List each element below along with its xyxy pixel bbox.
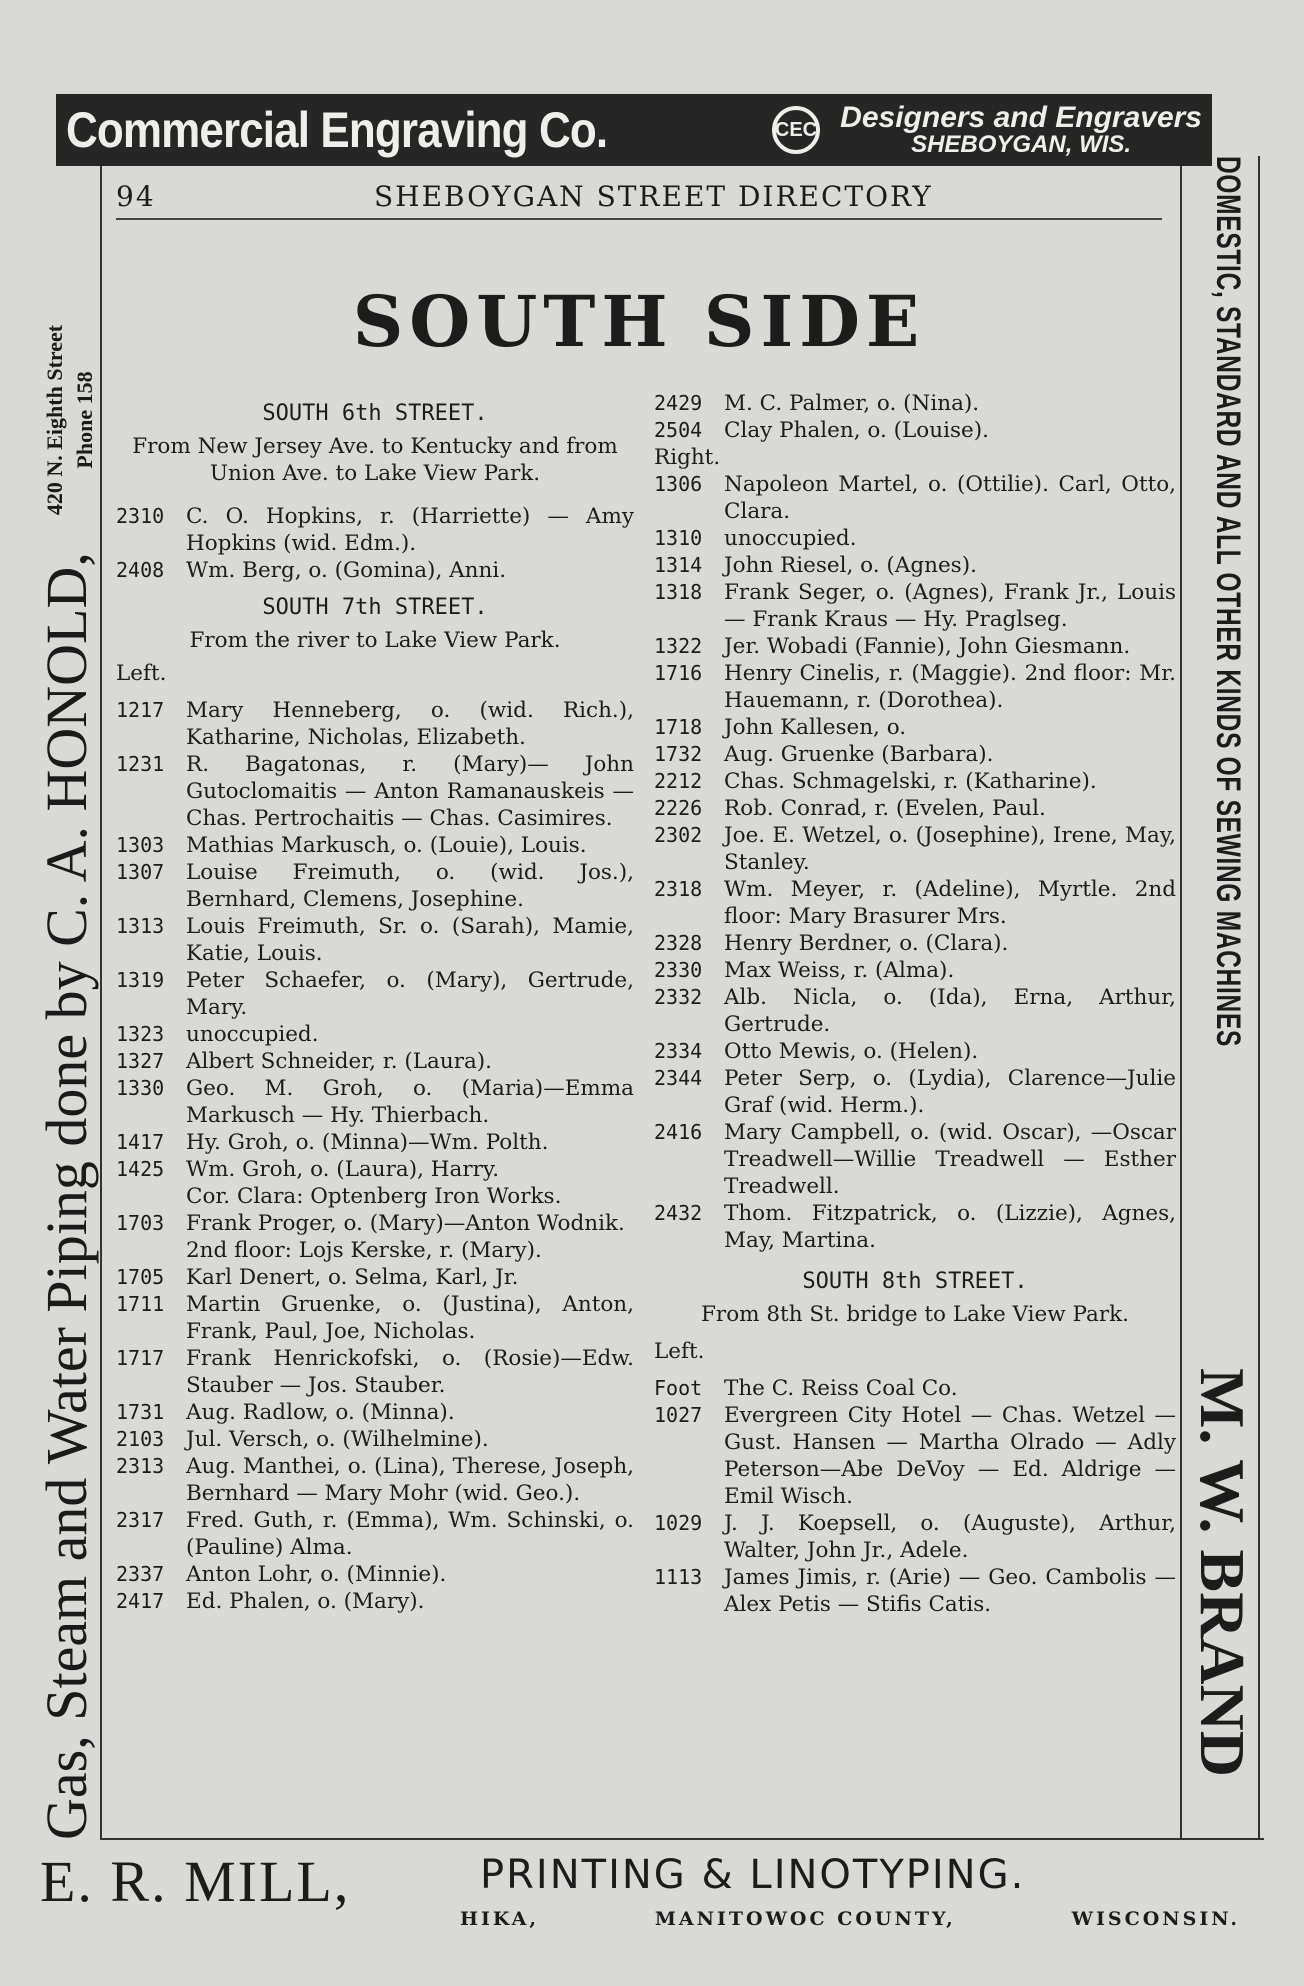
directory-entry	[654, 552, 1176, 579]
directory-entry	[116, 1075, 634, 1129]
resident-text: Frank Proger, o. (Mary)—Anton Wodnik.	[186, 1211, 625, 1236]
house-number: 2416	[654, 1120, 703, 1144]
running-header	[116, 176, 1176, 212]
directory-entry	[116, 557, 634, 584]
directory-entry	[116, 1453, 634, 1507]
directory-entry	[116, 751, 634, 832]
resident-text: Wm. Meyer, r. (Adeline), Myrtle. 2nd floor: Mary Brasurer Mrs.	[724, 877, 1176, 929]
printer-town: HIKA,	[460, 1908, 539, 1930]
house-number: 1732	[654, 742, 703, 766]
resident-text: James Jimis, r. (Arie) — Geo. Cambolis — Alex Petis — Stifis Catis.	[724, 1565, 1176, 1617]
printer-name: E. R. MILL,	[40, 1849, 351, 1914]
resident-text: Peter Schaefer, o. (Mary), Gertrude, Mary.	[186, 968, 634, 1020]
resident-text: Louis Freimuth, Sr. o. (Sarah), Mamie, Katie, Louis.	[186, 914, 634, 966]
street-extent-note: From New Jersey Ave. to Kentucky and from Union Ave. to Lake View Park.	[132, 434, 618, 486]
house-number: 1716	[654, 661, 703, 685]
directory-title: SHEBOYGAN STREET DIRECTORY	[374, 180, 933, 213]
resident-text: Karl Denert, o. Selma, Karl, Jr.	[186, 1265, 519, 1290]
house-number: 1310	[654, 526, 703, 550]
directory-entry	[116, 832, 634, 859]
resident-text: Evergreen City Hotel — Chas. Wetzel — Gust. Hansen — Martha Olrado — Adly Peterson—Abe DeVoy — Ed. Aldrige — Emil Wisch.	[724, 1403, 1176, 1509]
printing-bottom-ad	[40, 1848, 1270, 1958]
directory-entry	[654, 660, 1176, 714]
sewing-machine-ad-text	[1198, 156, 1258, 1276]
resident-text: Alb. Nicla, o. (Ida), Erna, Arthur, Gertrude.	[724, 985, 1176, 1037]
directory-entry	[116, 1237, 634, 1264]
bottom-rule	[100, 1838, 1264, 1840]
resident-text: Mathias Markusch, o. (Louie), Louis.	[186, 833, 587, 858]
banner-tagline-line2: SHEBOYGAN, WIS.	[911, 131, 1132, 158]
banner-company-name: Commercial Engraving Co.	[66, 102, 608, 158]
directory-entry	[116, 967, 634, 1021]
house-number: 2408	[116, 558, 165, 582]
resident-text: Cor. Clara: Optenberg Iron Works.	[186, 1184, 562, 1209]
resident-text: Frank Seger, o. (Agnes), Frank Jr., Louis — Frank Kraus — Hy. Praglseg.	[724, 580, 1176, 632]
plumbing-ad-address: 420 N. Eighth Street	[42, 324, 67, 516]
directory-entry	[116, 1210, 634, 1237]
resident-text: Otto Mewis, o. (Helen).	[724, 1039, 979, 1064]
directory-entry	[654, 1402, 1176, 1510]
banner-tagline	[840, 103, 1202, 157]
house-number: 1314	[654, 553, 703, 577]
house-number: 1231	[116, 752, 165, 776]
directory-entry	[116, 1264, 634, 1291]
directory-entry	[654, 930, 1176, 957]
resident-text: unoccupied.	[724, 526, 857, 551]
directory-entry	[654, 390, 1176, 417]
directory-entry	[654, 525, 1176, 552]
directory-entry	[116, 1129, 634, 1156]
section-title: SOUTH SIDE	[352, 280, 926, 363]
directory-entry	[654, 1375, 1176, 1402]
header-divider	[116, 218, 1162, 220]
resident-text: Mary Campbell, o. (wid. Oscar), —Oscar Treadwell—Willie Treadwell — Esther Treadwell.	[724, 1120, 1176, 1199]
house-number: 1303	[116, 833, 165, 857]
south-7th-right-entries	[654, 471, 1176, 1254]
street-heading-south-8th: SOUTH 8th STREET.	[802, 1269, 1028, 1294]
resident-text: Henry Berdner, o. (Clara).	[724, 931, 1009, 956]
house-number: 2334	[654, 1039, 703, 1063]
printer-state: WISCONSIN.	[1071, 1908, 1240, 1930]
house-number: 2103	[116, 1427, 165, 1451]
resident-text: Max Weiss, r. (Alma).	[724, 958, 955, 983]
resident-text: Rob. Conrad, r. (Evelen, Paul.	[724, 796, 1046, 821]
house-number: 1425	[116, 1157, 165, 1181]
directory-entry	[654, 1510, 1176, 1564]
house-number: 1323	[116, 1022, 165, 1046]
house-number: Foot	[654, 1376, 703, 1400]
house-number: 2302	[654, 823, 703, 847]
resident-text: J. J. Koepsell, o. (Auguste), Arthur, Walter, John Jr., Adele.	[724, 1511, 1176, 1563]
directory-entry	[654, 741, 1176, 768]
house-number: 2328	[654, 931, 703, 955]
plumbing-ad-text: Gas, Steam and Water Piping done by C. A. HONOLD,	[34, 552, 99, 1840]
house-number: 2429	[654, 391, 703, 415]
house-number: 2504	[654, 418, 703, 442]
directory-entry	[654, 471, 1176, 525]
resident-text: Aug. Manthei, o. (Lina), Therese, Joseph, Bernhard — Mary Mohr (wid. Geo.).	[186, 1454, 634, 1506]
directory-entry	[654, 822, 1176, 876]
resident-text: Chas. Schmagelski, r. (Katharine).	[724, 769, 1097, 794]
directory-entry	[116, 697, 634, 751]
house-number: 1705	[116, 1265, 165, 1289]
house-number: 2226	[654, 796, 703, 820]
directory-entry	[116, 913, 634, 967]
directory-entry	[116, 1048, 634, 1075]
house-number	[116, 1237, 186, 1264]
directory-entry	[654, 714, 1176, 741]
side-label-left: Left.	[116, 661, 167, 686]
house-number: 1322	[654, 634, 703, 658]
directory-entry	[116, 1021, 634, 1048]
resident-text: Anton Lohr, o. (Minnie).	[186, 1562, 447, 1587]
street-heading-south-7th: SOUTH 7th STREET.	[262, 595, 488, 620]
house-number: 2330	[654, 958, 703, 982]
right-margin-ad	[1182, 156, 1266, 1836]
resident-text: John Riesel, o. (Agnes).	[724, 553, 977, 578]
house-number: 1327	[116, 1049, 165, 1073]
resident-text: Peter Serp, o. (Lydia), Clarence—Julie Graf (wid. Herm.).	[724, 1066, 1176, 1118]
resident-text: Joe. E. Wetzel, o. (Josephine), Irene, May, Stanley.	[724, 823, 1176, 875]
resident-text: Mary Henneberg, o. (wid. Rich.), Katharine, Nicholas, Elizabeth.	[186, 698, 634, 750]
resident-text: R. Bagatonas, r. (Mary)— John Gutoclomaitis — Anton Ramanauskeis — Chas. Pertrochaitis — Chas. Casimires.	[186, 752, 634, 831]
house-number: 1029	[654, 1511, 703, 1535]
house-number: 1307	[116, 860, 165, 884]
engraving-banner-ad	[56, 94, 1212, 166]
directory-entry	[116, 1588, 634, 1615]
house-number: 1318	[654, 580, 703, 604]
directory-entry	[116, 859, 634, 913]
resident-text: Geo. M. Groh, o. (Maria)—Emma Markusch — Hy. Thierbach.	[186, 1076, 634, 1128]
resident-text: Clay Phalen, o. (Louise).	[724, 418, 989, 443]
directory-entry	[654, 1200, 1176, 1254]
resident-text: Aug. Radlow, o. (Minna).	[186, 1400, 455, 1425]
sewing-machine-ad-label: DOMESTIC, STANDARD AND ALL OTHER KINDS OF SEWING MACHINES	[1209, 156, 1247, 1048]
house-number: 2317	[116, 1508, 165, 1532]
resident-text: Martin Gruenke, o. (Justina), Anton, Frank, Paul, Joe, Nicholas.	[186, 1292, 634, 1344]
right-rule	[1258, 156, 1260, 1840]
resident-text: unoccupied.	[186, 1022, 319, 1047]
directory-entry	[116, 503, 634, 557]
street-extent-note: From the river to Lake View Park.	[189, 628, 561, 653]
resident-text: Jul. Versch, o. (Wilhelmine).	[186, 1427, 489, 1452]
resident-text: Aug. Gruenke (Barbara).	[724, 742, 994, 767]
sewing-machine-ad-name: M. W. BRAND	[1187, 1368, 1258, 1777]
banner-tagline-line1: Designers and Engravers	[840, 101, 1202, 134]
house-number: 1027	[654, 1403, 703, 1427]
house-number: 1731	[116, 1400, 165, 1424]
left-column	[116, 390, 634, 1615]
resident-text: Ed. Phalen, o. (Mary).	[186, 1589, 425, 1614]
resident-text: Louise Freimuth, o. (wid. Jos.), Bernhard, Clemens, Josephine.	[186, 860, 634, 912]
directory-entry	[116, 1156, 634, 1183]
house-number: 2417	[116, 1589, 165, 1613]
printer-county: MANITOWOC COUNTY,	[654, 1908, 956, 1930]
resident-text: Henry Cinelis, r. (Maggie). 2nd floor: Mr. Hauemann, r. (Dorothea).	[724, 661, 1176, 713]
resident-text: Wm. Berg, o. (Gomina), Anni.	[186, 558, 507, 583]
directory-entry	[654, 633, 1176, 660]
street-heading-south-6th: SOUTH 6th STREET.	[262, 401, 488, 426]
house-number: 1113	[654, 1565, 703, 1589]
plumbing-ad-phone: Phone 158	[72, 371, 97, 469]
resident-text: Fred. Guth, r. (Emma), Wm. Schinski, o. (Pauline) Alma.	[186, 1508, 634, 1560]
left-margin-ad	[26, 180, 100, 1840]
resident-text: Thom. Fitzpatrick, o. (Lizzie), Agnes, May, Martina.	[724, 1201, 1176, 1253]
side-label-right: Right.	[654, 445, 721, 470]
south-8th-entries	[654, 1375, 1176, 1618]
directory-entry	[116, 1426, 634, 1453]
house-number: 1417	[116, 1130, 165, 1154]
resident-text: Frank Henrickofski, o. (Rosie)—Edw. Stauber — Jos. Stauber.	[186, 1346, 634, 1398]
engraving-logo-icon: CEC	[772, 106, 820, 154]
directory-entry	[654, 579, 1176, 633]
house-number: 2212	[654, 769, 703, 793]
resident-text: The C. Reiss Coal Co.	[724, 1376, 958, 1401]
directory-entry	[654, 984, 1176, 1038]
south-7th-entries	[116, 697, 634, 1615]
directory-entry	[654, 768, 1176, 795]
house-number: 1306	[654, 472, 703, 496]
street-extent-note: From 8th St. bridge to Lake View Park.	[701, 1302, 1129, 1327]
house-number: 1319	[116, 968, 165, 992]
house-number: 1703	[116, 1211, 165, 1235]
house-number: 1330	[116, 1076, 165, 1100]
house-number: 2313	[116, 1454, 165, 1478]
directory-entry	[116, 1183, 634, 1210]
directory-entry	[654, 957, 1176, 984]
resident-text: Albert Schneider, r. (Laura).	[186, 1049, 493, 1074]
house-number: 2344	[654, 1066, 703, 1090]
directory-entry	[654, 1065, 1176, 1119]
resident-text: 2nd floor: Lojs Kerske, r. (Mary).	[186, 1238, 542, 1263]
house-number: 1313	[116, 914, 165, 938]
directory-entry	[116, 1507, 634, 1561]
house-number: 2332	[654, 985, 703, 1009]
directory-entry	[116, 1399, 634, 1426]
resident-text: Napoleon Martel, o. (Ottilie). Carl, Otto, Clara.	[724, 472, 1176, 524]
right-column	[654, 390, 1176, 1618]
house-number: 2318	[654, 877, 703, 901]
directory-entry	[654, 795, 1176, 822]
house-number: 1718	[654, 715, 703, 739]
directory-entry	[654, 1564, 1176, 1618]
house-number: 1717	[116, 1346, 165, 1370]
house-number: 1217	[116, 698, 165, 722]
house-number: 1711	[116, 1292, 165, 1316]
south-6th-entries	[116, 503, 634, 584]
resident-text: M. C. Palmer, o. (Nina).	[724, 391, 980, 416]
printer-location	[460, 1908, 1240, 1930]
directory-entry	[654, 417, 1176, 444]
directory-entry	[654, 1038, 1176, 1065]
directory-entry	[116, 1291, 634, 1345]
printer-service: PRINTING & LINOTYPING.	[480, 1852, 1026, 1898]
house-number: 2432	[654, 1201, 703, 1225]
directory-entry	[654, 876, 1176, 930]
south-7th-left-continued	[654, 390, 1176, 444]
resident-text: C. O. Hopkins, r. (Harriette) — Amy Hopkins (wid. Edm.).	[186, 504, 634, 556]
directory-entry	[654, 1119, 1176, 1200]
house-number	[116, 1183, 186, 1210]
house-number: 2310	[116, 504, 165, 528]
page-number: 94	[116, 180, 156, 213]
side-label-left: Left.	[654, 1339, 705, 1364]
directory-entry	[116, 1561, 634, 1588]
house-number: 2337	[116, 1562, 165, 1586]
resident-text: Hy. Groh, o. (Minna)—Wm. Polth.	[186, 1130, 549, 1155]
resident-text: Jer. Wobadi (Fannie), John Giesmann.	[724, 634, 1131, 659]
directory-entry	[116, 1345, 634, 1399]
resident-text: John Kallesen, o.	[724, 715, 907, 740]
resident-text: Wm. Groh, o. (Laura), Harry.	[186, 1157, 500, 1182]
